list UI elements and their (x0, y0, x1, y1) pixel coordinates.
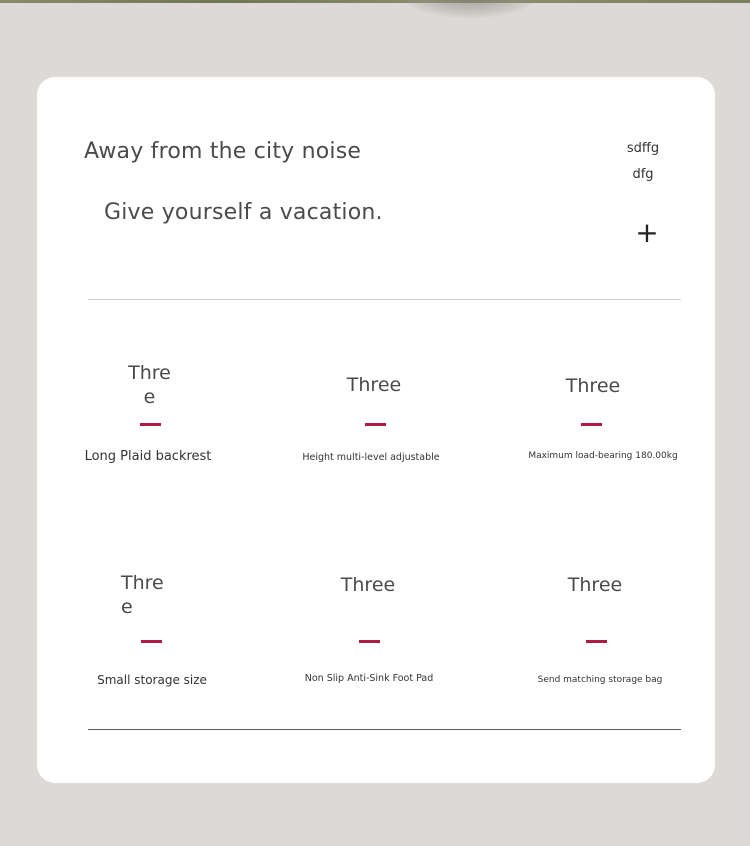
feature-label: Height multi-level adjustable (302, 452, 440, 463)
heading-secondary: Give yourself a vacation. (104, 200, 383, 225)
feature-label: Maximum load-bearing 180.00kg (528, 451, 678, 461)
feature-label: Long Plaid backrest (84, 449, 212, 464)
heading-primary: Away from the city noise (84, 139, 362, 164)
feature-title: Three (567, 574, 623, 596)
feature-label: Non Slip Anti-Sink Foot Pad (304, 673, 434, 684)
side-text-bottom: dfg (632, 167, 654, 182)
feature-label: Small storage size (97, 673, 207, 687)
feature-label: Send matching storage bag (537, 675, 663, 685)
feature-accent-bar (140, 423, 161, 426)
feature-title: Three (121, 572, 164, 618)
feature-accent-bar (365, 423, 386, 426)
feature-accent-bar (141, 640, 162, 643)
feature-accent-bar (586, 640, 607, 643)
feature-accent-bar (359, 640, 380, 643)
feature-accent-bar (581, 423, 602, 426)
feature-title: Three (128, 362, 171, 408)
plus-icon[interactable]: + (635, 216, 659, 249)
top-photo-strip (0, 0, 750, 3)
divider-top (88, 299, 681, 300)
content-card (37, 77, 715, 783)
feature-title: Three (340, 574, 396, 596)
side-text-top: sdffg (626, 141, 660, 156)
feature-title: Three (346, 374, 402, 396)
top-photo-shadow (405, 0, 535, 18)
feature-title: Three (565, 375, 621, 397)
divider-bottom (88, 729, 681, 730)
